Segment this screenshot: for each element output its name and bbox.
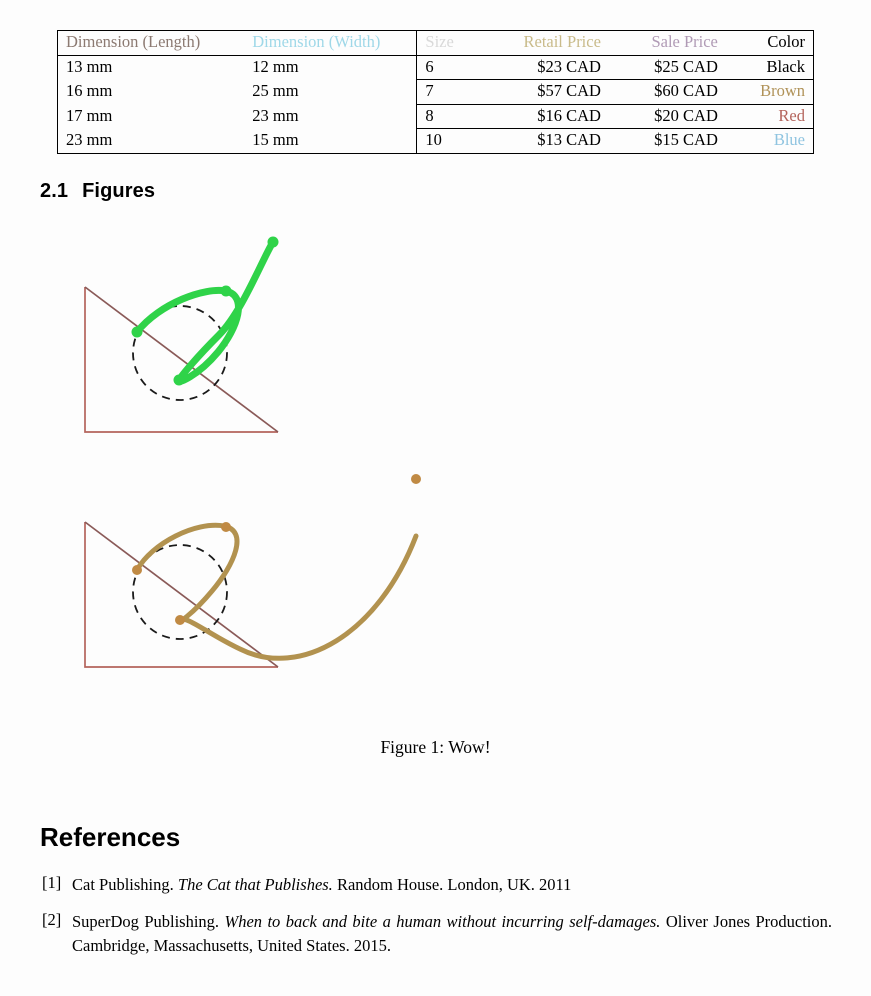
cell-size: 10 <box>417 129 482 154</box>
dimensions-table-container <box>57 30 814 154</box>
cell-width: 25 mm <box>244 80 417 105</box>
green-triangle-hypotenuse <box>85 287 278 432</box>
column-header-sale-price: Sale Price <box>609 31 726 56</box>
cell-sale-price: $60 CAD <box>609 80 726 105</box>
reference-text <box>72 873 832 896</box>
cell-retail-price: $16 CAD <box>482 104 609 129</box>
column-header-retail-price: Retail Price <box>482 31 609 56</box>
cell-sale-price: $20 CAD <box>609 104 726 129</box>
table-row <box>58 80 814 105</box>
cell-sale-price: $25 CAD <box>609 55 726 80</box>
brown-dot-start <box>132 565 142 575</box>
references-list <box>42 873 832 971</box>
references-heading: References <box>40 822 181 852</box>
section-heading-figures <box>40 180 155 203</box>
cell-color: Red <box>726 104 814 129</box>
green-panel <box>85 237 279 513</box>
cell-retail-price: $13 CAD <box>482 129 609 154</box>
reference-title: When to back and bite a human without incurring self-damages. <box>224 912 661 932</box>
reference-publisher: Oliver Jones Production. Cambridge, Massachusetts, United States. 2015. <box>72 912 833 955</box>
column-header-dimension-length: Dimension (Length) <box>58 31 245 56</box>
table-head <box>58 31 814 56</box>
cell-length: 13 mm <box>58 55 245 80</box>
reference-author: Cat Publishing. <box>72 875 174 894</box>
cell-length: 23 mm <box>58 129 245 154</box>
cell-retail-price: $23 CAD <box>482 55 609 80</box>
table-row <box>58 129 814 154</box>
brown-dot-mid-2 <box>175 615 185 625</box>
cell-width: 15 mm <box>244 129 417 154</box>
column-header-color: Color <box>726 31 814 56</box>
brown-panel <box>85 474 421 667</box>
column-header-size: Size <box>417 31 482 56</box>
reference-title: The Cat that Publishes. <box>177 875 333 894</box>
brown-dot-mid-1 <box>221 522 231 532</box>
reference-publisher: Random House. London, UK. 2011 <box>336 875 572 894</box>
figure-1-graphic <box>0 225 871 735</box>
cell-size: 7 <box>417 80 482 105</box>
brown-dot-end <box>411 474 421 484</box>
green-dot-end <box>268 237 279 248</box>
green-dot-mid-2 <box>174 375 185 386</box>
section-title: Figures <box>82 180 156 202</box>
cell-length: 16 mm <box>58 80 245 105</box>
section-number: 2.1 <box>40 180 69 202</box>
cell-size: 6 <box>417 55 482 80</box>
cell-color: Brown <box>726 80 814 105</box>
column-header-dimension-width: Dimension (Width) <box>244 31 417 56</box>
cell-width: 12 mm <box>244 55 417 80</box>
table-row <box>58 104 814 129</box>
dimensions-table <box>57 30 814 154</box>
cell-color: Black <box>726 55 814 80</box>
table-row <box>58 55 814 80</box>
reference-tag: [1] <box>42 873 62 892</box>
brown-triangle-hypotenuse <box>85 522 278 667</box>
table-body <box>58 55 814 153</box>
reference-item <box>42 873 832 896</box>
reference-text <box>72 910 832 957</box>
reference-tag: [2] <box>42 910 62 930</box>
cell-size: 8 <box>417 104 482 129</box>
reference-author: SuperDog Publishing. <box>72 912 220 932</box>
cell-length: 17 mm <box>58 104 245 129</box>
green-dot-mid-1 <box>221 286 232 297</box>
table-header-row <box>58 31 814 56</box>
cell-retail-price: $57 CAD <box>482 80 609 105</box>
reference-item <box>42 910 832 957</box>
figure-caption: Figure 1: Wow! <box>380 737 491 757</box>
cell-color: Blue <box>726 129 814 154</box>
green-dot-start <box>132 327 143 338</box>
figure-1 <box>0 225 871 770</box>
cell-width: 23 mm <box>244 104 417 129</box>
cell-sale-price: $15 CAD <box>609 129 726 154</box>
green-curve <box>137 242 273 381</box>
